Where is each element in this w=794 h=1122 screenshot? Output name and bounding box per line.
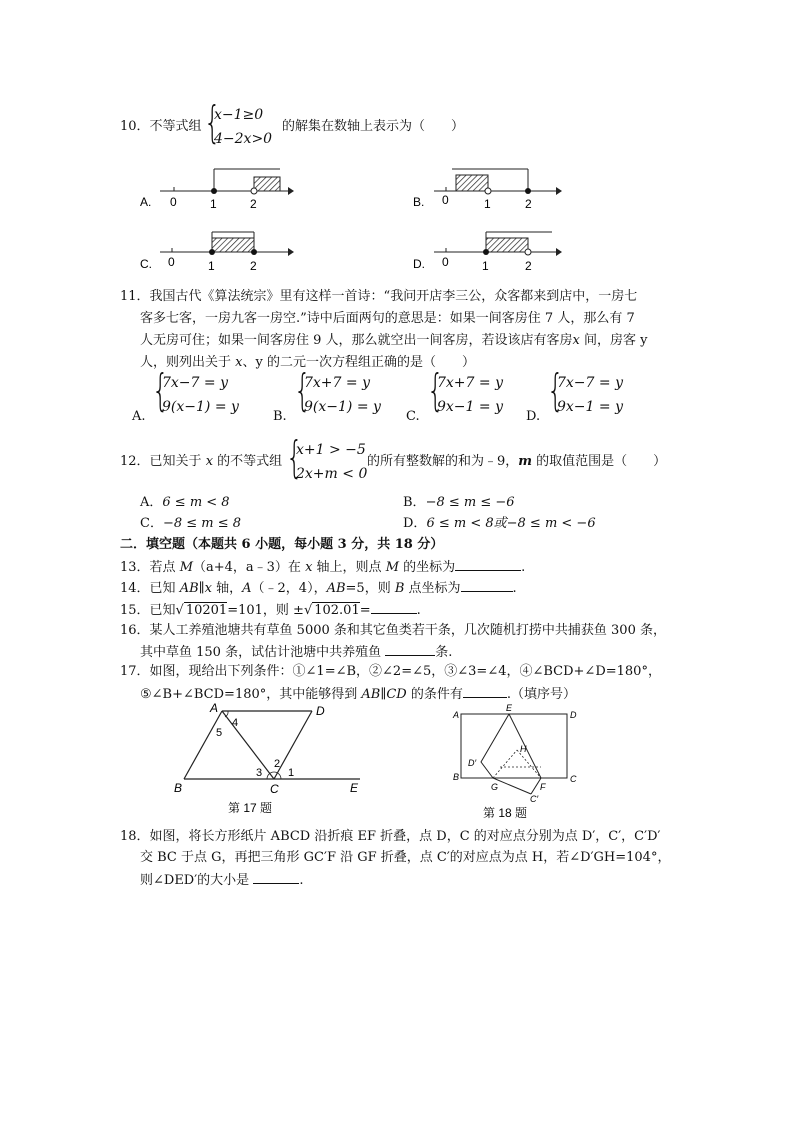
q11-line3: 人无房可住；如果一间客房住 9 人，那么就空出一间客房，若设该店有客房x 间，房客 y <box>140 333 648 348</box>
fig17-label: D <box>316 704 325 718</box>
q12-option-b[interactable]: B．−8 ≤ m ≤ −6 <box>403 495 515 510</box>
q16-answer-blank[interactable] <box>385 641 435 656</box>
tick-label: 1 <box>484 197 491 211</box>
fig18-caption: 第 18 题 <box>483 806 528 820</box>
q18-line2: 交 BC 于点 G，再把三角形 GC′F 沿 GF 折叠，点 C′的对应点为点 H，若∠D′GH=104°， <box>140 850 671 865</box>
q14-answer-blank[interactable] <box>461 577 513 592</box>
q17-line2: ⑤∠B+∠BCD=180°，其中能够得到 AB∥CD 的条件有 .（填序号） <box>140 683 576 705</box>
q17-line1: 17．如图，现给出下列条件：①∠1=∠B，②∠2=∠5，③∠3=∠4，④∠BCD+∠D=180°， <box>120 664 661 679</box>
q11-option-d-system: 7x−7 = y 9x−1 = y <box>557 375 623 415</box>
figure-17 <box>170 700 370 820</box>
fig18-label: C <box>570 774 577 784</box>
q13-answer-blank[interactable] <box>455 556 521 571</box>
fig17-label: B <box>174 781 183 795</box>
q17-answer-blank[interactable] <box>463 683 507 698</box>
q10-option-b[interactable] <box>413 169 562 211</box>
fig17-angle-label: 1 <box>288 767 295 779</box>
q11-option-c-label: C. <box>406 409 420 424</box>
tick-label: 2 <box>250 259 257 273</box>
q15: 15．已知√ 10201=101，则 ±√ 102.01= . <box>120 599 421 621</box>
fig18-label: F <box>540 782 546 792</box>
tick-label: 2 <box>525 197 532 211</box>
brace: { <box>152 365 169 416</box>
q10-option-a-label: A. <box>140 195 152 209</box>
q12-system: x+1 > −5 2x+m < 0 <box>296 442 368 482</box>
fig17-angle-label: 4 <box>232 717 239 729</box>
q11-line4: 人，则列出关于 x、y 的二元一次方程组正确的是（ ） <box>140 355 475 370</box>
q16-line1: 16．某人工养殖池塘共有草鱼 5000 条和其它鱼类若干条，几次随机打捞中共捕获鱼 300 条， <box>120 623 666 638</box>
brace: { <box>294 365 311 416</box>
q18-line3: 则∠DED′的大小是 . <box>140 869 303 891</box>
section-2-heading: 二．填空题（本题共 6 小题，每小题 3 分，共 18 分） <box>120 537 444 552</box>
q14: 14．已知 AB∥x 轴，A（﹣2，4），AB=5，则 B 点坐标为 . <box>120 577 517 599</box>
brace: { <box>427 365 444 416</box>
fig17-angle-label: 2 <box>274 758 281 770</box>
q12-option-a[interactable]: A．6 ≤ m < 8 <box>140 495 230 510</box>
q10-option-d-label: D. <box>413 257 425 271</box>
line-ac <box>222 711 274 779</box>
fig17-angle-label: 5 <box>216 727 223 739</box>
fig18-label: G <box>491 782 499 792</box>
q16-line2: 其中草鱼 150 条，试估计池塘中共养殖鱼 条. <box>140 641 452 663</box>
q10-brace: { <box>204 97 221 148</box>
q18-line1: 18．如图，将长方形纸片 ABCD 沿折痕 EF 折叠，点 D，C 的对应点分别为点 D′，C′，C′D′ <box>120 829 661 844</box>
q10-prefix: 10．不等式组 <box>120 119 202 134</box>
fig18-label: E <box>506 703 513 713</box>
q10-option-d[interactable] <box>413 232 562 273</box>
fig17-caption: 第 17 题 <box>228 801 273 815</box>
brace: { <box>547 365 564 416</box>
q11-option-c-system: 7x+7 = y 9x−1 = y <box>437 375 503 415</box>
tick-label: 0 <box>168 255 175 269</box>
q11-option-b-label: B. <box>273 409 287 424</box>
tick-label: 0 <box>442 255 449 269</box>
fig18-label: C′ <box>530 794 539 804</box>
q11-option-d-label: D. <box>526 409 541 424</box>
q11-option-b-system: 7x+7 = y 9(x−1) = y <box>304 375 381 415</box>
q11-option-a-label: A. <box>132 409 146 424</box>
q11-line2: 客多七客，一房九客一房空.”诗中后面两句的意思是：如果一间客房住 7 人，那么有 7 <box>140 311 635 326</box>
fig17-angle-label: 3 <box>256 767 263 779</box>
tick-label: 1 <box>482 259 489 273</box>
tick-label: 1 <box>208 259 215 273</box>
q15-radicand-1: 10201 <box>185 603 228 618</box>
q11-option-a-system: 7x−7 = y 9(x−1) = y <box>162 375 239 415</box>
fig18-label: D′ <box>468 758 477 768</box>
q15-radicand-2: 102.01 <box>314 603 360 618</box>
fig18-label: D <box>570 710 577 720</box>
tick-label: 1 <box>210 197 217 211</box>
q10-suffix: 的解集在数轴上表示为（ ） <box>282 119 465 134</box>
tick-label: 0 <box>170 195 177 209</box>
fig18-label: A <box>453 710 460 720</box>
tick-label: 2 <box>525 259 532 273</box>
fig17-label: E <box>350 781 359 795</box>
q12-option-d[interactable]: D．6 ≤ m < 8或−8 ≤ m < −6 <box>403 516 596 531</box>
fig18-label: B <box>453 772 460 782</box>
q12-suffix: 的所有整数解的和为﹣9，m 的取值范围是（ ） <box>367 454 667 469</box>
q10-system: x−1≥0 4−2x>0 <box>214 107 273 147</box>
tick-label: 0 <box>442 193 449 207</box>
q10-option-b-label: B. <box>413 195 425 209</box>
q13: 13．若点 M（a+4，a﹣3）在 x 轴上，则点 M 的坐标为 . <box>120 556 525 578</box>
tick-label: 2 <box>250 197 257 211</box>
q11-line1: 11．我国古代《算法统宗》里有这样一首诗：“我问开店李三公，众客都来到店中，一房七 <box>120 289 638 304</box>
q12-brace: { <box>286 432 303 483</box>
q12-option-c[interactable]: C．−8 ≤ m ≤ 8 <box>140 516 242 531</box>
fig17-label: A <box>210 701 219 715</box>
line-ab <box>184 711 222 779</box>
fig17-label: C <box>270 782 279 796</box>
q10-option-c-label: C. <box>140 257 152 271</box>
q18-answer-blank[interactable] <box>253 869 299 884</box>
q10-option-a[interactable] <box>140 169 294 211</box>
fig18-label: H <box>520 744 527 754</box>
q15-answer-blank[interactable] <box>371 599 417 614</box>
q10-option-c[interactable] <box>140 232 294 273</box>
q12-prefix: 12．已知关于 x 的不等式组 <box>120 454 283 469</box>
figure-18 <box>445 700 595 825</box>
q10-number-lines <box>130 160 690 280</box>
